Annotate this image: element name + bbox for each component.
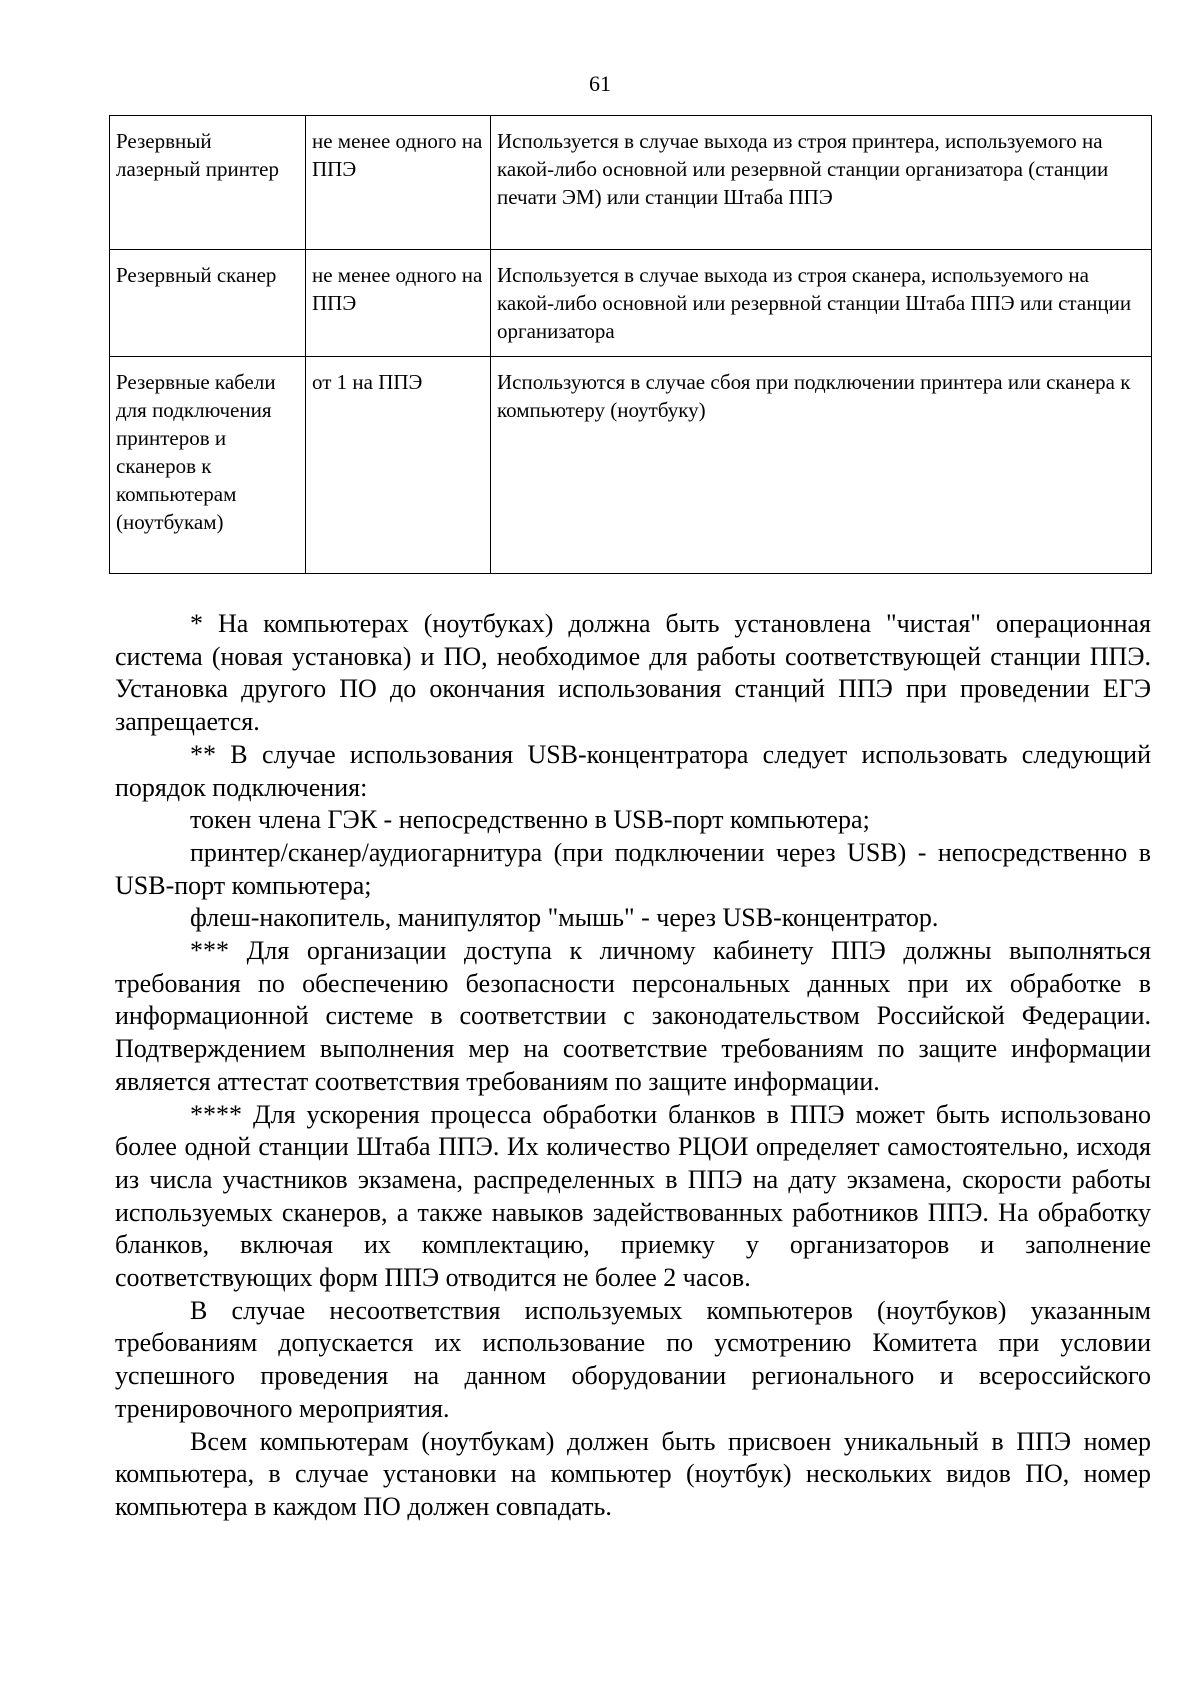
equipment-quantity-cell: не менее одного на ППЭ	[306, 250, 491, 357]
note-paragraph: Всем компьютерам (ноутбукам) должен быть присвоен уникальный в ППЭ номер компьютера, в случае установки на компьютер (ноутбук) нескольких видов ПО, номер компьютера в каждом ПО должен совпадать.	[115, 1426, 1151, 1521]
table-row	[110, 116, 1152, 250]
equipment-purpose-cell: Используется в случае выхода из строя сканера, используемого на какой-либо основной или резервной станции Штаба ППЭ или станции организатора	[491, 250, 1152, 357]
equipment-name-cell: Резервный сканер	[110, 250, 306, 357]
page-number: 61	[589, 71, 611, 96]
equipment-purpose-cell: Используются в случае сбоя при подключении принтера или сканера к компьютеру (ноутбуку)	[491, 357, 1152, 574]
equipment-table	[109, 115, 1152, 574]
equipment-purpose-cell: Используется в случае выхода из строя принтера, используемого на какой-либо основной или резервной станции организатора (станции печати ЭМ) или станции Штаба ППЭ	[491, 116, 1152, 250]
note-paragraph: ** В случае использования USB-концентратора следует использовать следующий порядок подключения:	[115, 739, 1151, 802]
table-row	[110, 357, 1152, 574]
note-paragraph: флеш-накопитель, манипулятор "мышь" - через USB-концентратор.	[190, 903, 939, 933]
note-paragraph: принтер/сканер/аудиогарнитура (при подключении через USB) - непосредственно в USB-порт компьютера;	[115, 837, 1151, 900]
equipment-quantity-cell: от 1 на ППЭ	[306, 357, 491, 574]
equipment-quantity-cell: не менее одного на ППЭ	[306, 116, 491, 250]
note-paragraph: токен члена ГЭК - непосредственно в USB-порт компьютера;	[190, 805, 870, 835]
table-row	[110, 250, 1152, 357]
note-paragraph: В случае несоответствия используемых компьютеров (ноутбуков) указанным требованиям допускается их использование по усмотрению Комитета при условии успешного проведения на данном оборудовании регионального и всероссийского тренировочного мероприятия.	[115, 1295, 1151, 1423]
note-paragraph: *** Для организации доступа к личному кабинету ППЭ должны выполняться требования по обеспечению безопасности персональных данных при их обработке в информационной системе в соответствии с законодательством Российской Федерации. Подтверждением выполнения мер на соответствие требованиям по защите информации является аттестат соответствия требованиям по защите информации.	[115, 936, 1151, 1096]
note-paragraph: * На компьютерах (ноутбуках) должна быть установлена "чистая" операционная система (новая установка) и ПО, необходимое для работы соответствующей станции ППЭ. Установка другого ПО до окончания использования станций ППЭ при проведении ЕГЭ запрещается.	[115, 609, 1151, 737]
equipment-name-cell: Резервные кабели для подключения принтеров и сканеров к компьютерам (ноутбукам)	[110, 357, 306, 574]
notes-section	[115, 608, 1151, 1524]
note-paragraph: **** Для ускорения процесса обработки бланков в ППЭ может быть использовано более одной станции Штаба ППЭ. Их количество РЦОИ определяет самостоятельно, исходя из числа участников экзамена, распределенных в ППЭ на дату экзамена, скорости работы используемых сканеров, а также навыков задействованных работников ППЭ. На обработку бланков, включая их комплектацию, приемку у организаторов и заполнение соответствующих форм ППЭ отводится не более 2 часов.	[115, 1099, 1151, 1293]
equipment-name-cell: Резервный лазерный принтер	[110, 116, 306, 250]
